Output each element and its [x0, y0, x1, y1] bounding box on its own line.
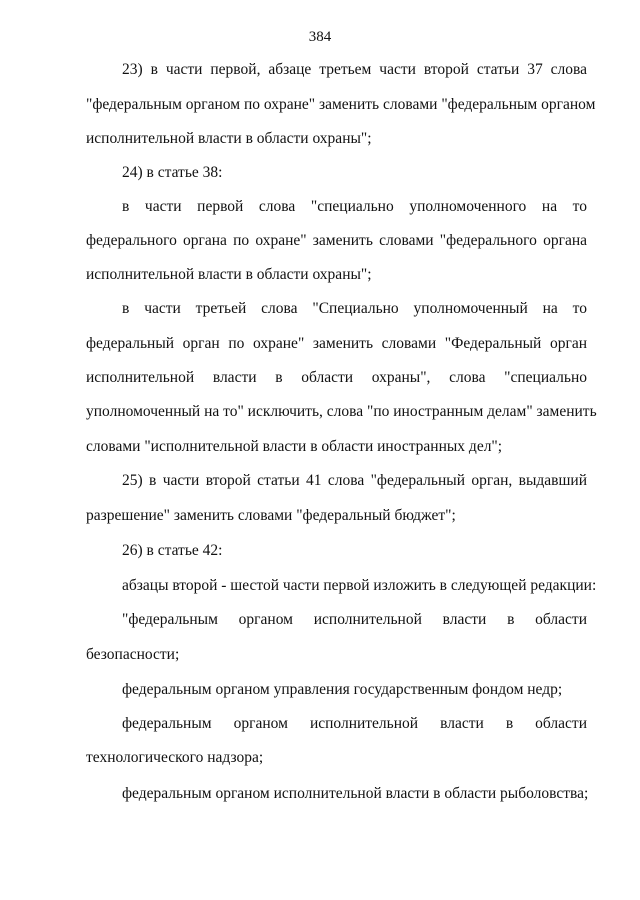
text-line: федеральным органом исполнительной власти в области рыболовства;: [122, 785, 589, 802]
page-number: 384: [308, 29, 332, 45]
text-line: словами "исполнительной власти в области иностранных дел";: [86, 438, 503, 455]
text-line: в части первой слова "специально уполномоченного на то: [122, 198, 587, 215]
text-line: федеральный орган по охране" заменить словами "Федеральный орган: [86, 335, 587, 352]
text-line: уполномоченный на то" исключить, слова "по иностранным делам" заменить: [86, 403, 597, 420]
text-line: в части третьей слова "Специально уполномоченный на то: [122, 300, 587, 317]
text-line: 26) в статье 42:: [122, 542, 223, 559]
text-line: исполнительной власти в области охраны";: [86, 130, 372, 147]
text-line: 23) в части первой, абзаце третьем части второй статьи 37 слова: [122, 61, 587, 78]
text-line: федеральным органом исполнительной власти в области: [122, 715, 587, 732]
text-line: федеральным органом управления государственным фондом недр;: [122, 681, 563, 698]
text-line: "федеральным органом исполнительной власти в области: [122, 611, 587, 628]
text-line: разрешение" заменить словами "федеральный бюджет";: [86, 507, 456, 524]
text-line: 24) в статье 38:: [122, 164, 223, 181]
text-line: исполнительной власти в области охраны", слова "специально: [86, 369, 587, 386]
text-line: "федеральным органом по охране" заменить словами "федеральным органом: [86, 96, 596, 113]
text-line: федерального органа по охране" заменить словами "федерального органа: [86, 232, 587, 249]
text-line: безопасности;: [86, 646, 180, 663]
text-line: технологического надзора;: [86, 749, 264, 766]
text-line: 25) в части второй статьи 41 слова "федеральный орган, выдавший: [122, 472, 587, 489]
text-line: абзацы второй - шестой части первой изложить в следующей редакции:: [122, 577, 597, 594]
text-line: исполнительной власти в области охраны";: [86, 266, 372, 283]
